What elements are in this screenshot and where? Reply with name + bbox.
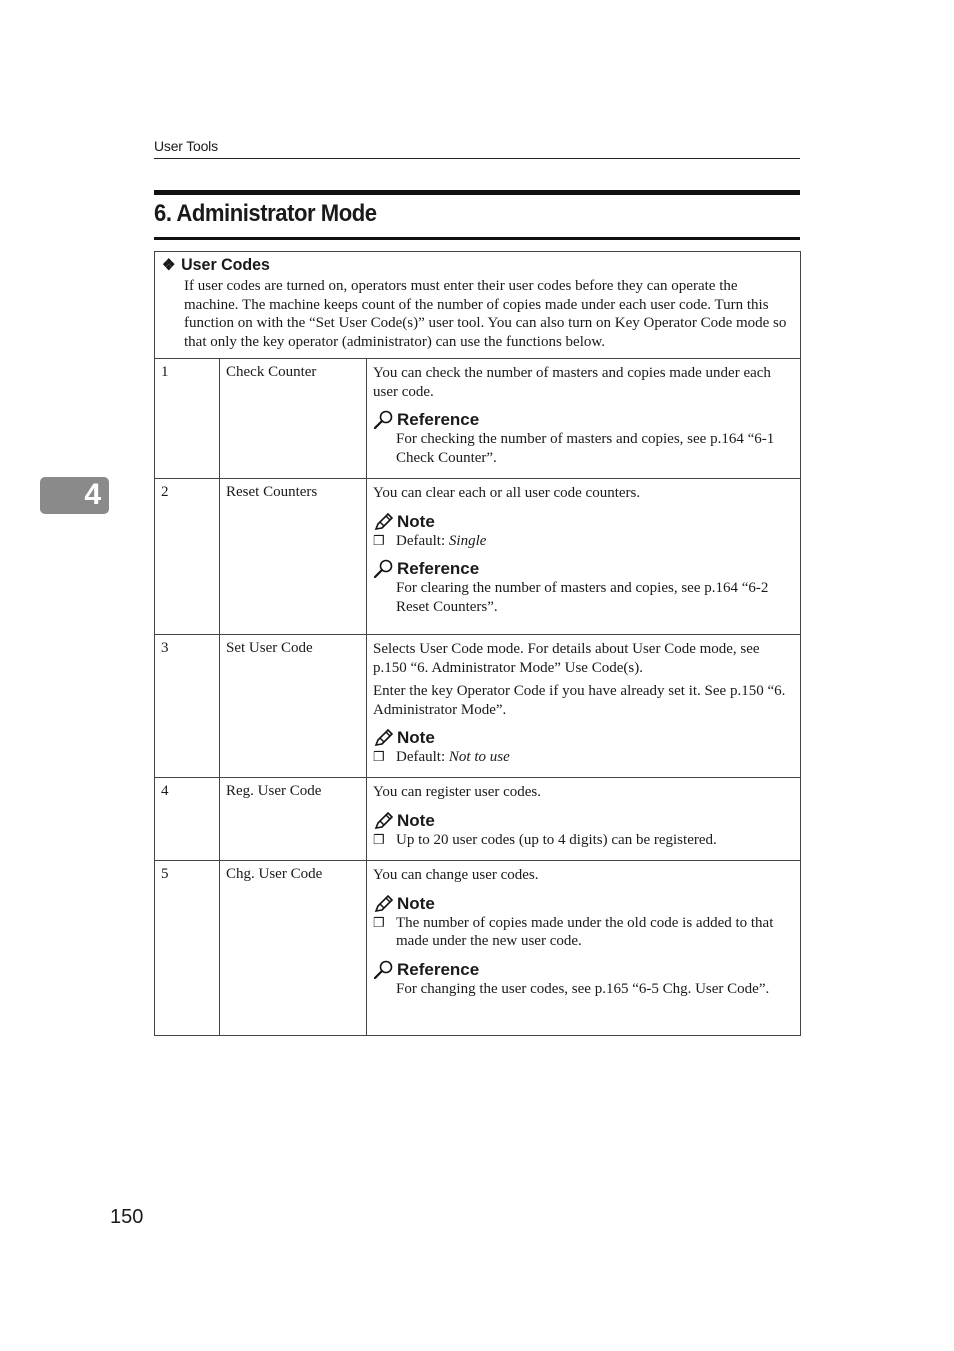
note-item bbox=[373, 532, 794, 551]
reference-heading bbox=[373, 960, 794, 980]
row-description bbox=[367, 635, 801, 778]
settings-table bbox=[154, 251, 801, 1036]
note-text: The number of copies made under the old code is added to that made under the new user code. bbox=[396, 914, 774, 949]
row-number: 5 bbox=[155, 861, 220, 1036]
chapter-number: 4 bbox=[84, 478, 101, 511]
row-description bbox=[367, 359, 801, 479]
reference-text: For checking the number of masters and copies, see p.164 “6-1 Check Counter”. bbox=[396, 431, 775, 466]
intro-heading-label: User Codes bbox=[181, 255, 270, 274]
default-value: Not to use bbox=[448, 749, 510, 765]
row-number: 4 bbox=[155, 778, 220, 861]
row-description bbox=[367, 479, 801, 635]
title-rule-bottom bbox=[154, 237, 800, 240]
description-text: You can register user codes. bbox=[373, 784, 542, 800]
description-text: You can change user codes. bbox=[373, 867, 539, 883]
note-heading bbox=[373, 894, 794, 914]
default-value: Single bbox=[448, 532, 487, 549]
note-heading bbox=[373, 811, 794, 831]
row-description bbox=[367, 778, 801, 861]
note-label: Note bbox=[397, 893, 435, 913]
row-number: 2 bbox=[155, 479, 220, 635]
note-heading bbox=[373, 728, 794, 748]
page-number: 150 bbox=[110, 1206, 144, 1228]
checkbox-bullet-icon: ❒ bbox=[373, 749, 385, 764]
running-header: User Tools bbox=[154, 138, 218, 154]
reference-text: For clearing the number of masters and copies, see p.164 “6-2 Reset Counters”. bbox=[396, 580, 769, 615]
default-prefix: Default: bbox=[396, 532, 449, 549]
description-text: Selects User Code mode. For details about User Code mode, see p.150 “6. Administrator Mode” Use Code(s). bbox=[373, 641, 760, 676]
reference-heading bbox=[373, 410, 794, 430]
diamond-bullet-icon: ❖ bbox=[162, 257, 176, 274]
pencil-icon bbox=[373, 728, 395, 748]
table-row bbox=[155, 359, 801, 479]
row-name: Reg. User Code bbox=[220, 778, 367, 861]
pencil-icon bbox=[373, 512, 395, 532]
note-item bbox=[373, 831, 794, 850]
note-text: Up to 20 user codes (up to 4 digits) can be registered. bbox=[396, 831, 717, 848]
row-description bbox=[367, 861, 801, 1036]
description-text: You can check the number of masters and copies made under each user code. bbox=[373, 365, 771, 400]
chapter-tab bbox=[40, 477, 109, 514]
intro-cell bbox=[155, 252, 801, 359]
table-row bbox=[155, 635, 801, 778]
reference-label: Reference bbox=[397, 959, 480, 979]
reference-heading bbox=[373, 559, 794, 579]
row-number: 1 bbox=[155, 359, 220, 479]
intro-text: If user codes are turned on, operators must enter their user codes before they can operate the machine. The machine keeps count of the number of copies made under each user code. Turn this function on with the “Set User Code(s)” user tool. You can also turn on Key Operator Code mode so that only the key operator (administrator) can use the functions below. bbox=[184, 278, 787, 350]
row-name: Check Counter bbox=[220, 359, 367, 479]
default-prefix: Default: bbox=[396, 749, 449, 765]
note-heading bbox=[373, 512, 794, 532]
description-text: You can clear each or all user code counters. bbox=[373, 485, 641, 501]
checkbox-bullet-icon: ❒ bbox=[373, 914, 385, 930]
row-name: Set User Code bbox=[220, 635, 367, 778]
magnifier-icon bbox=[373, 559, 395, 579]
note-label: Note bbox=[397, 810, 435, 830]
magnifier-icon bbox=[373, 960, 395, 980]
header-rule bbox=[154, 158, 800, 159]
row-name: Reset Counters bbox=[220, 479, 367, 635]
title-rule-top bbox=[154, 190, 800, 195]
table-row bbox=[155, 479, 801, 635]
reference-label: Reference bbox=[397, 410, 480, 429]
table-row bbox=[155, 778, 801, 861]
note-item bbox=[373, 748, 794, 767]
note-item bbox=[373, 914, 794, 951]
table-row bbox=[155, 861, 801, 1036]
row-number: 3 bbox=[155, 635, 220, 778]
page-title: 6. Administrator Mode bbox=[154, 200, 377, 227]
pencil-icon bbox=[373, 894, 395, 914]
note-label: Note bbox=[397, 511, 435, 531]
pencil-icon bbox=[373, 811, 395, 831]
checkbox-bullet-icon: ❒ bbox=[373, 532, 385, 548]
note-label: Note bbox=[397, 728, 435, 747]
intro-row bbox=[155, 252, 801, 359]
reference-text: For changing the user codes, see p.165 “6-5 Chg. User Code”. bbox=[396, 980, 770, 997]
magnifier-icon bbox=[373, 410, 395, 430]
checkbox-bullet-icon: ❒ bbox=[373, 831, 385, 847]
reference-label: Reference bbox=[397, 559, 480, 578]
row-name: Chg. User Code bbox=[220, 861, 367, 1036]
description-text: Enter the key Operator Code if you have already set it. See p.150 “6. Administrator Mode”. bbox=[373, 683, 786, 718]
intro-heading bbox=[162, 255, 756, 275]
